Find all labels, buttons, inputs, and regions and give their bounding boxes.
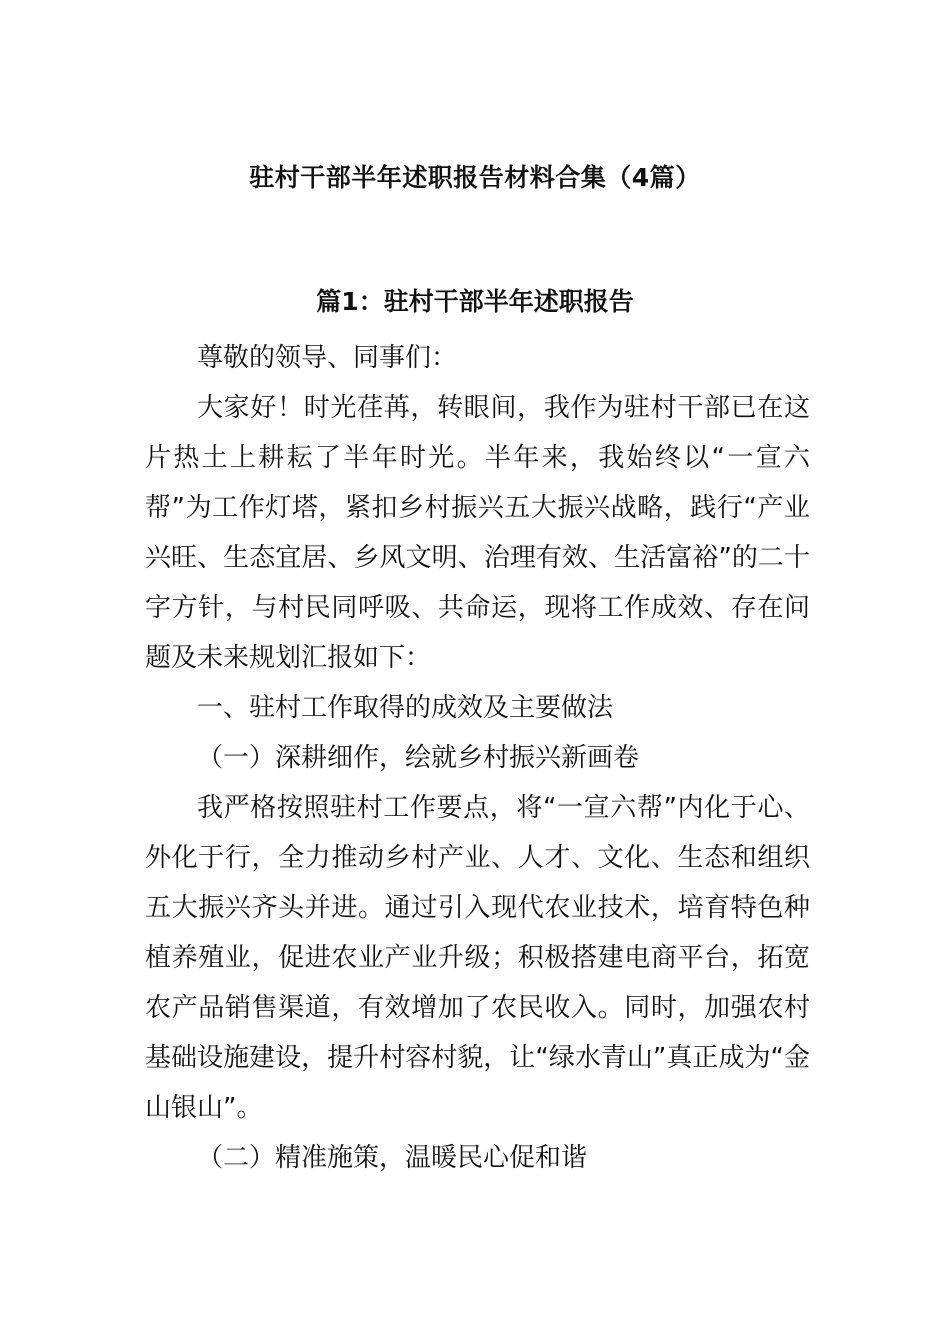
subheading-1: （一）深耕细作，绘就乡村振兴新画卷: [197, 743, 640, 773]
salutation-paragraph: 尊敬的领导、同事们：: [197, 343, 458, 373]
section-title: 篇1：驻村干部半年述职报告: [316, 287, 634, 316]
document-body: [145, 333, 810, 1183]
heading-achievements: 一、驻村工作取得的成效及主要做法: [197, 693, 614, 723]
body-paragraph-1: 我严格按照驻村工作要点，将“一宣六帮”内化于心、外化于行，全力推动乡村产业、人才、文化、生态和组织五大振兴齐头并进。通过引入现代农业技术，培育特色种植养殖业，促进农业产业升级；积极搭建电商平台，拓宽农产品销售渠道，有效增加了农民收入。同时，加强农村基础设施建设，提升村容村貌，让“绿水青山”真正成为“金山银山”。: [145, 793, 810, 1123]
intro-paragraph: 大家好！时光荏苒，转眼间，我作为驻村干部已在这片热土上耕耘了半年时光。半年来，我始终以“一宣六帮”为工作灯塔，紧扣乡村振兴五大振兴战略，践行“产业兴旺、生态宜居、乡风文明、治理有效、生活富裕”的二十字方针，与村民同呼吸、共命运，现将工作成效、存在问题及未来规划汇报如下：: [145, 393, 810, 673]
subheading-2: （二）精准施策，温暖民心促和谐: [197, 1143, 588, 1173]
document-title: 驻村干部半年述职报告材料合集（4篇）: [249, 163, 701, 192]
